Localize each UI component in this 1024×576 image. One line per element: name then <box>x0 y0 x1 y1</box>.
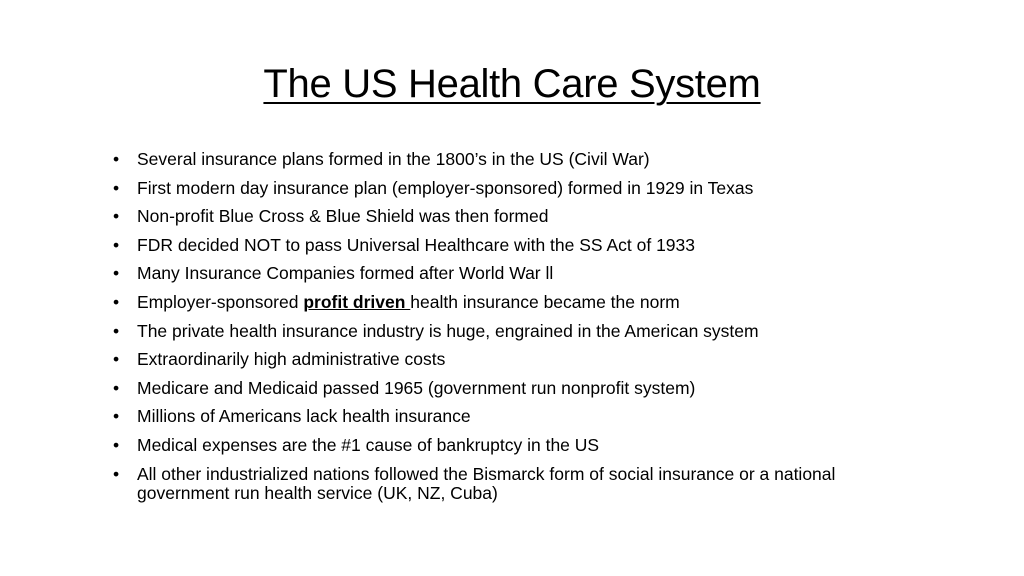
bullet-text: FDR decided NOT to pass Universal Healthcare with the SS Act of 1933 <box>137 234 696 255</box>
bullet-text: Extraordinarily high administrative costs <box>137 349 446 370</box>
bullet-item <box>113 436 893 455</box>
bullet-text: Several insurance plans formed in the 1800’s in the US (Civil War) <box>137 149 650 169</box>
slide-title-text: The US Health Care System <box>263 62 761 106</box>
bullet-marker: • <box>113 320 120 341</box>
bullet-marker: • <box>113 463 120 484</box>
bullet-marker: • <box>113 291 120 312</box>
bullet-marker: • <box>113 406 120 427</box>
bullet-marker: • <box>113 206 120 227</box>
bullet-text-pre: Employer-sponsored <box>137 291 304 312</box>
bullet-item <box>113 179 893 198</box>
bullet-list <box>113 150 893 512</box>
bullet-item <box>113 322 893 341</box>
bullet-marker: • <box>113 177 120 198</box>
bullet-marker: • <box>113 263 120 284</box>
bullet-text: Millions of Americans lack health insurance <box>137 406 471 427</box>
bullet-text: Non-profit Blue Cross & Blue Shield was then formed <box>137 206 549 227</box>
bullet-text: All other industrialized nations followed the Bismarck form of social insurance or a national government run health service (UK, NZ, Cuba) <box>137 463 836 503</box>
slide-title <box>0 58 1024 110</box>
bullet-item <box>113 293 893 312</box>
bullet-item <box>113 407 893 426</box>
bullet-text: Medical expenses are the #1 cause of bankruptcy in the US <box>137 434 600 455</box>
bullet-item <box>113 465 893 503</box>
bullet-text: First modern day insurance plan (employer-sponsored) formed in 1929 in Texas <box>137 177 754 198</box>
bullet-text: The private health insurance industry is huge, engrained in the American system <box>137 320 759 341</box>
bullet-item <box>113 350 893 369</box>
bullet-marker: • <box>113 434 120 455</box>
bullet-item <box>113 264 893 283</box>
bullet-marker: • <box>113 234 120 255</box>
bullet-text: Medicare and Medicaid passed 1965 (government run nonprofit system) <box>137 377 696 398</box>
bullet-marker: • <box>113 377 120 398</box>
bullet-text: Many Insurance Companies formed after World War ll <box>137 263 554 284</box>
bullet-item <box>113 379 893 398</box>
bullet-text-emphasis: profit driven <box>303 291 411 312</box>
bullet-item <box>113 150 893 169</box>
bullet-marker: • <box>113 149 120 169</box>
bullet-marker: • <box>113 349 120 370</box>
bullet-item <box>113 236 893 255</box>
bullet-item <box>113 207 893 226</box>
bullet-text-post: health insurance became the norm <box>410 291 680 312</box>
